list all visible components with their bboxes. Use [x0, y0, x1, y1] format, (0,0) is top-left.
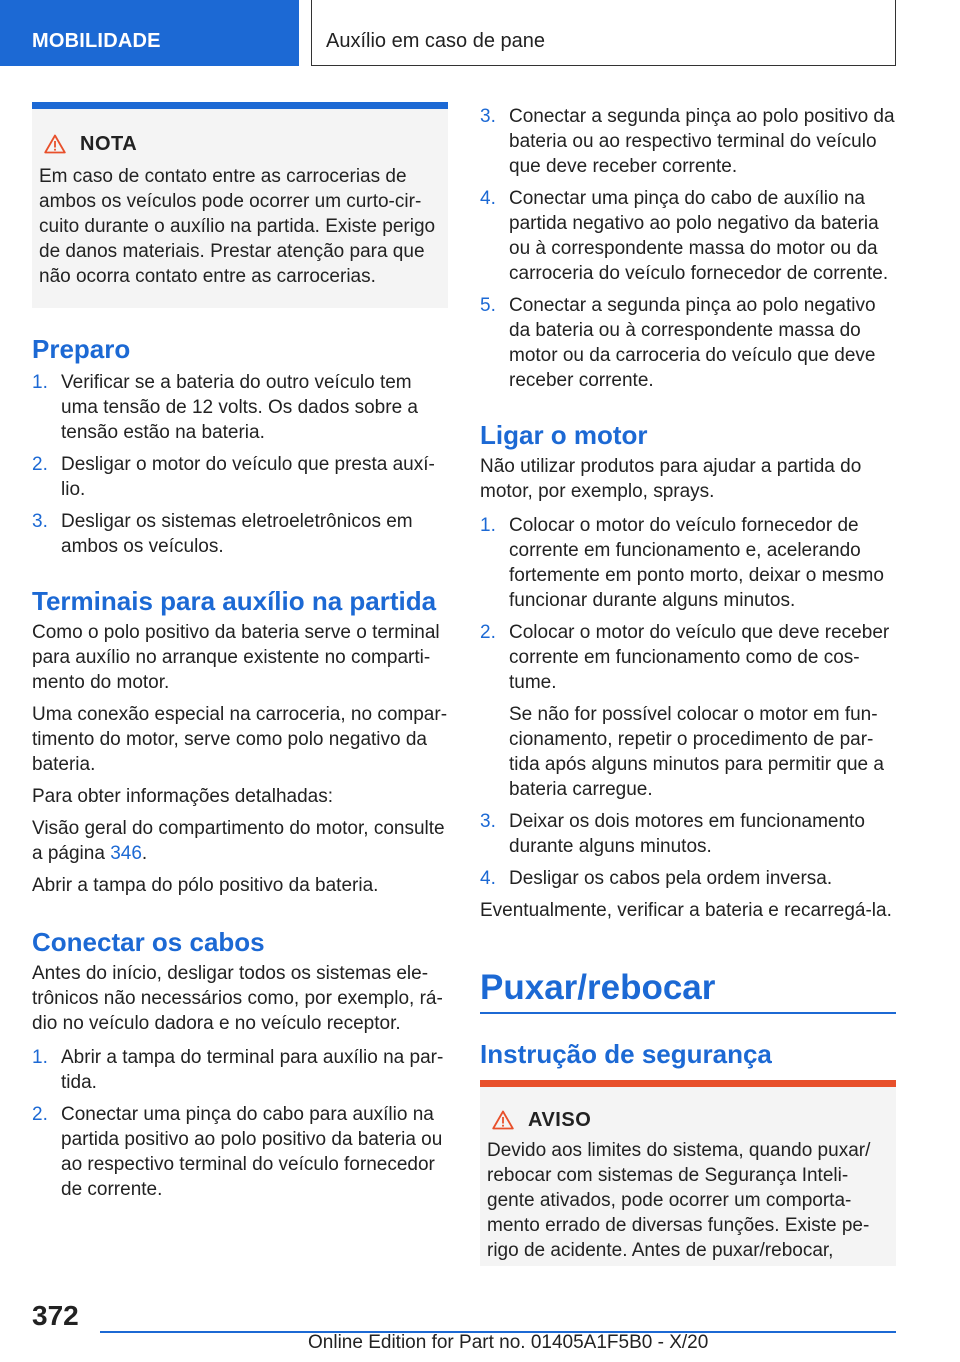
paragraph-text: Visão geral do compartimento do motor, consulte a página — [32, 818, 445, 864]
preparo-section — [32, 334, 448, 566]
list-number: 2. — [32, 1104, 48, 1125]
warning-header — [480, 1107, 591, 1133]
list-item — [480, 104, 896, 179]
section-label: MOBILIDADE — [32, 30, 161, 52]
warning-label: AVISO — [528, 1108, 592, 1131]
preparo-list — [32, 370, 448, 559]
list-number: 2. — [480, 622, 496, 643]
paragraph: Antes do início, desligar todos os sistemas eletrônicos não necessários como, por exemplo, rádio no veículo dadora e no veículo receptor. — [32, 963, 443, 1034]
list-number: 1. — [32, 1047, 48, 1068]
chapter-title: Auxílio em caso de pane — [326, 30, 546, 52]
list-item — [480, 513, 896, 613]
ligar-heading: Ligar o motor — [480, 420, 648, 450]
list-text: Deixar os dois motores em funcionamento durante alguns minutos. — [509, 811, 865, 857]
page-reference-link[interactable]: 346 — [110, 843, 142, 864]
chapter-tab — [311, 0, 896, 66]
heading-rule — [480, 1012, 896, 1014]
list-item — [480, 809, 896, 859]
list-number: 5. — [480, 295, 496, 316]
conectar-heading: Conectar os cabos — [32, 927, 265, 957]
list-item — [32, 370, 448, 445]
list-item-note: Se não for possível colocar o motor em funcionamento, repetir o procedimento de partida após alguns minutos para permitir que a bateria carregue. — [509, 704, 884, 800]
list-number: 3. — [32, 511, 48, 532]
note-text: Em caso de contato entre as carrocerias de ambos os veículos pode ocorrer um curto-circuito durante o auxílio na partida. Existe perigo de danos materiais. Prestar atenção para que não ocorra contato entre as carrocerias. — [39, 166, 436, 287]
preparo-heading: Preparo — [32, 334, 131, 364]
list-text: Abrir a tampa do terminal para auxílio na partida. — [61, 1047, 444, 1093]
paragraph: Eventualmente, verificar a bateria e recarregá-la. — [480, 900, 892, 921]
page-header — [0, 0, 960, 66]
warning-triangle-icon — [492, 1110, 514, 1130]
puxar-section — [480, 968, 896, 1069]
list-text: Conectar uma pinça do cabo para auxílio na partida positivo ao polo positivo da bateria ou ao respectivo terminal do veículo fornecedor de corrente. — [61, 1104, 443, 1200]
paragraph: Como o polo positivo da bateria serve o terminal para auxílio no arranque existente no compartimento do motor. — [32, 622, 440, 693]
list-text: Colocar o motor do veículo fornecedor de corrente em funcionamento e, acelerando fortemente em ponto morto, deixar o mesmo funcionar durante alguns minutos. — [509, 515, 884, 611]
list-number: 4. — [480, 188, 496, 209]
list-item — [32, 1045, 448, 1095]
list-item — [480, 186, 896, 286]
ligar-section — [480, 420, 896, 923]
list-item — [480, 866, 896, 891]
warning-box — [480, 1080, 896, 1266]
page-number: 372 — [32, 1300, 79, 1331]
warning-text: Devido aos limites do sistema, quando puxar/ rebocar com sistemas de Segurança Inteligente ativados, pode ocorrer um comportamento errado de diversas funções. Existe perigo de acidente. Antes de puxar/rebocar, — [487, 1140, 871, 1261]
list-item — [480, 293, 896, 393]
paragraph: Abrir a tampa do pólo positivo da bateria. — [32, 875, 379, 896]
list-text: Desligar os cabos pela ordem inversa. — [509, 868, 833, 889]
note-header — [32, 131, 137, 157]
ligar-list — [480, 513, 896, 891]
list-text: Conectar uma pinça do cabo de auxílio na partida negativo ao polo negativo da bateria ou à correspondente massa do motor ou da carroceria do veículo fornecedor de corrente. — [509, 188, 889, 284]
list-item — [32, 452, 448, 502]
warning-triangle-icon — [44, 134, 66, 154]
list-text: Conectar a segunda pinça ao polo negativo da bateria ou à correspondente massa do motor ou da carroceria do veículo que deve receber corrente. — [509, 295, 876, 391]
paragraph: Não utilizar produtos para ajudar a partida do motor, por exemplo, sprays. — [480, 456, 862, 502]
paragraph: Uma conexão especial na carroceria, no compartimento do motor, serve como polo negativo da bateria. — [32, 704, 448, 775]
terminais-heading: Terminais para auxílio na partida — [32, 586, 437, 616]
list-number: 4. — [480, 868, 496, 889]
list-number: 2. — [32, 454, 48, 475]
warning-bar — [480, 1080, 896, 1087]
list-text: Colocar o motor do veículo que deve receber corrente em funcionamento como de costume. — [509, 622, 890, 693]
chapter-heading: Puxar/rebocar — [480, 968, 716, 1007]
note-label: NOTA — [80, 132, 138, 155]
list-number: 1. — [480, 515, 496, 536]
list-text: Conectar a segunda pinça ao polo positivo da bateria ou ao respectivo terminal do veículo que deve receber corrente. — [509, 106, 895, 177]
conectar-section — [32, 927, 448, 1209]
list-item — [32, 1102, 448, 1202]
list-number: 1. — [32, 372, 48, 393]
list-text: Desligar os sistemas eletroeletrônicos em ambos os veículos. — [61, 511, 413, 557]
terminais-section — [32, 586, 448, 898]
paragraph: Para obter informações detalhadas: — [32, 786, 334, 807]
section-tab — [0, 0, 299, 66]
paragraph-text: . — [141, 843, 148, 864]
note-box — [32, 102, 448, 308]
paragraph — [32, 816, 448, 866]
list-text: Verificar se a bateria do outro veículo tem uma tensão de 12 volts. Os dados sobre a tensão estão na bateria. — [61, 372, 418, 443]
list-number: 3. — [480, 106, 496, 127]
conectar-list-continued — [480, 104, 896, 400]
list-text: Desligar o motor do veículo que presta auxílio. — [61, 454, 435, 500]
list-item — [32, 509, 448, 559]
safety-heading: Instrução de segurança — [480, 1038, 772, 1069]
footer-edition: Online Edition for Part no. 01405A1F5B0 - X/20 — [308, 1332, 709, 1353]
conectar-list — [32, 1045, 448, 1202]
list-number: 3. — [480, 811, 496, 832]
list-item — [480, 620, 896, 802]
note-bar — [32, 102, 448, 109]
